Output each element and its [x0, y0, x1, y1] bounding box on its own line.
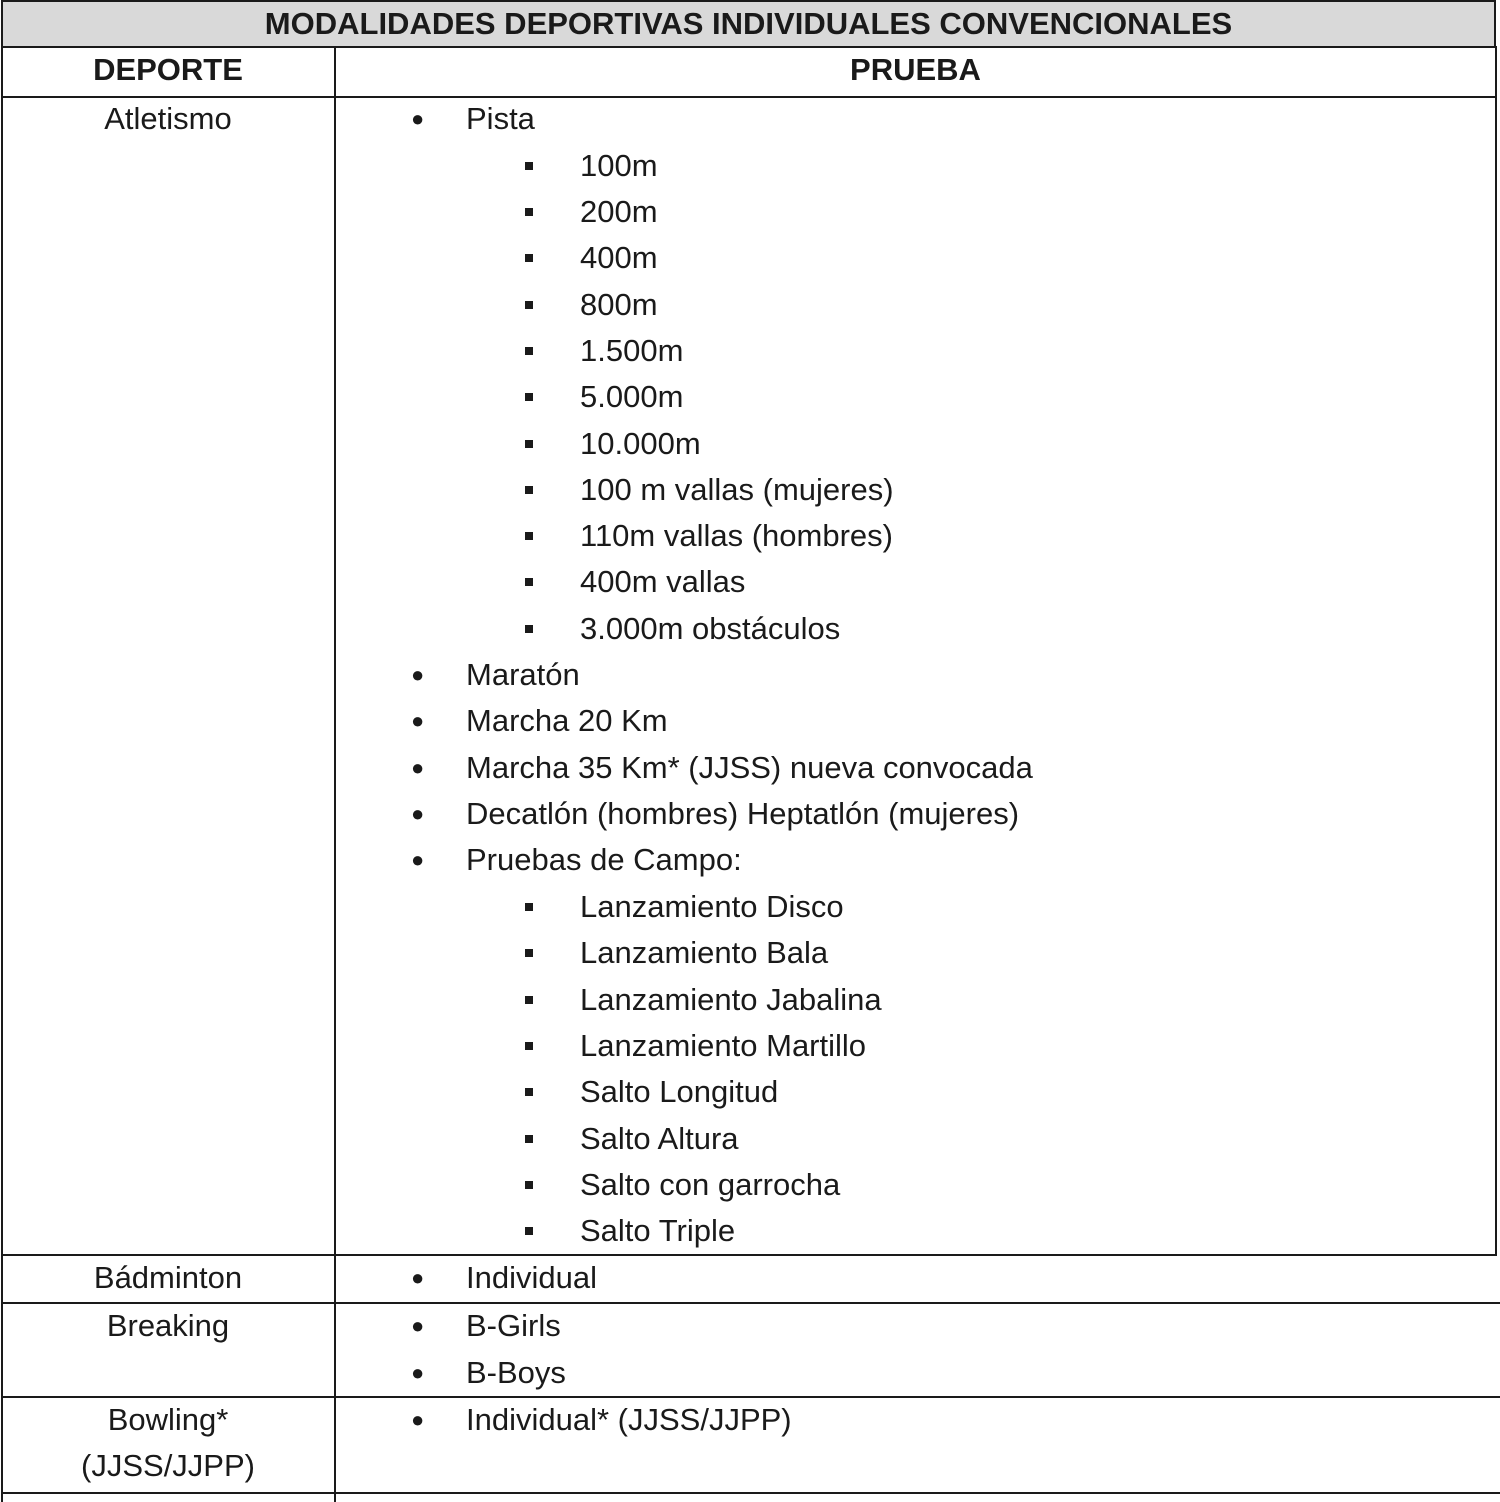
sub-event: Salto Longitud	[580, 1074, 779, 1109]
column-divider	[334, 46, 336, 1502]
sub-event: 200m	[580, 194, 658, 229]
sub-event: 110m vallas (hombres)	[580, 518, 893, 553]
event-pruebas-campo: Pruebas de Campo:	[466, 842, 742, 877]
sub-event: 100 m vallas (mujeres)	[580, 472, 894, 507]
event-marcha-35: Marcha 35 Km* (JJSS) nueva convocada	[466, 750, 1033, 785]
square-bullet-icon	[525, 1042, 533, 1050]
square-bullet-icon	[525, 625, 533, 633]
sub-event: 1.500m	[580, 333, 684, 368]
sub-event: 3.000m obstáculos	[580, 611, 841, 646]
sub-event: Salto Triple	[580, 1213, 736, 1248]
square-bullet-icon	[525, 162, 533, 170]
event-decatlon: Decatlón (hombres) Heptatlón (mujeres)	[466, 796, 1020, 831]
sub-event: Lanzamiento Martillo	[580, 1028, 867, 1063]
sub-event: 400m vallas	[580, 564, 746, 599]
square-bullet-icon	[525, 208, 533, 216]
sport-bowling-line1: Bowling*	[107, 1402, 229, 1437]
row-divider-bowling	[1, 1492, 1500, 1494]
table-title: MODALIDADES DEPORTIVAS INDIVIDUALES CONVENCIONALES	[1, 0, 1496, 48]
square-bullet-icon	[525, 1135, 533, 1143]
sport-badminton: Bádminton	[93, 1260, 243, 1295]
square-bullet-icon	[525, 903, 533, 911]
bullet-icon: ●	[411, 1407, 425, 1432]
square-bullet-icon	[525, 578, 533, 586]
square-bullet-icon	[525, 1088, 533, 1096]
bullet-icon: ●	[411, 847, 425, 872]
bullet-icon: ●	[411, 1360, 425, 1385]
sub-event: 100m	[580, 148, 658, 183]
sub-event: Salto con garrocha	[580, 1167, 841, 1202]
bullet-icon: ●	[411, 708, 425, 733]
square-bullet-icon	[525, 532, 533, 540]
event-b-girls: B-Girls	[466, 1308, 561, 1343]
bullet-icon: ●	[411, 801, 425, 826]
bullet-icon: ●	[411, 106, 425, 131]
sub-event: 10.000m	[580, 426, 701, 461]
square-bullet-icon	[525, 486, 533, 494]
bullet-icon: ●	[411, 755, 425, 780]
sub-event: 400m	[580, 240, 658, 275]
bullet-icon: ●	[411, 662, 425, 687]
square-bullet-icon	[525, 393, 533, 401]
column-header-prueba: PRUEBA	[850, 52, 981, 87]
sub-event: 5.000m	[580, 379, 684, 414]
square-bullet-icon	[525, 949, 533, 957]
bullet-icon: ●	[411, 1313, 425, 1338]
sport-bowling-line2: (JJSS/JJPP)	[81, 1448, 255, 1483]
square-bullet-icon	[525, 254, 533, 262]
sub-event: Salto Altura	[580, 1121, 739, 1156]
square-bullet-icon	[525, 440, 533, 448]
event-pista: Pista	[466, 101, 535, 136]
event-maraton: Maratón	[466, 657, 580, 692]
sub-event: Lanzamiento Jabalina	[580, 982, 882, 1017]
square-bullet-icon	[525, 1227, 533, 1235]
column-header-deporte: DEPORTE	[93, 52, 243, 87]
event-b-boys: B-Boys	[466, 1355, 566, 1390]
sub-event: Lanzamiento Disco	[580, 889, 844, 924]
sport-atletismo: Atletismo	[104, 101, 232, 136]
event-badminton-individual: Individual	[466, 1260, 597, 1295]
square-bullet-icon	[525, 1181, 533, 1189]
square-bullet-icon	[525, 301, 533, 309]
bullet-icon: ●	[411, 1265, 425, 1290]
event-bowling-individual: Individual* (JJSS/JJPP)	[466, 1402, 792, 1437]
sub-event: 800m	[580, 287, 658, 322]
sub-event: Lanzamiento Bala	[580, 935, 829, 970]
sport-breaking: Breaking	[106, 1308, 230, 1343]
event-marcha-20: Marcha 20 Km	[466, 703, 668, 738]
square-bullet-icon	[525, 996, 533, 1004]
table-right-border	[1495, 46, 1497, 1254]
square-bullet-icon	[525, 347, 533, 355]
